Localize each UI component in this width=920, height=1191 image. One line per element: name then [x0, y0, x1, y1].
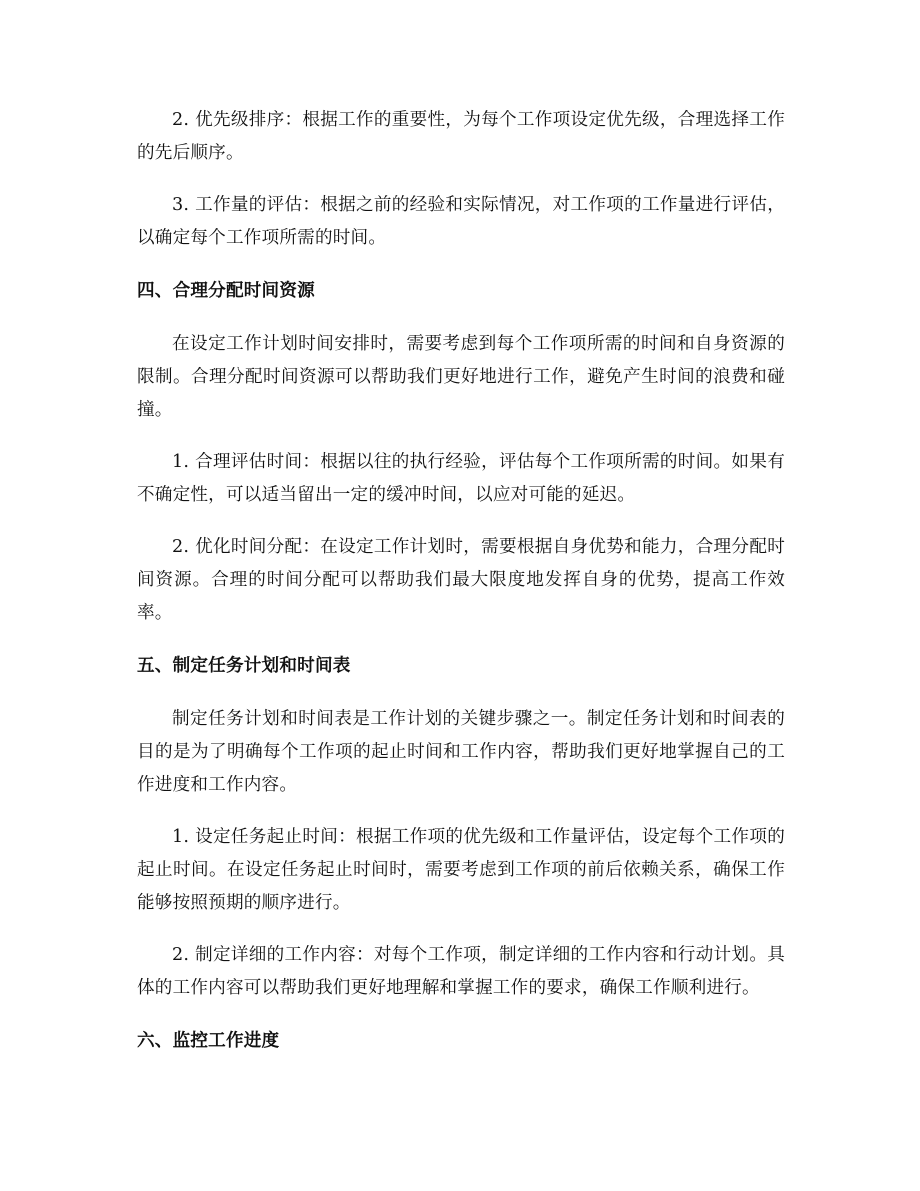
paragraph-time-resources-intro: 在设定工作计划时间安排时，需要考虑到每个工作项所需的时间和自身资源的限制。合理分配时间资源可以帮助我们更好地进行工作，避免产生时间的浪费和碰撞。: [137, 334, 785, 420]
section-heading-6: 六、监控工作进度: [137, 1031, 280, 1051]
paragraph-workload-assessment: 3. 工作量的评估：根据之前的经验和实际情况，对工作项的工作量进行评估，以确定每个工作项所需的时间。: [137, 195, 785, 248]
section-heading-5: 五、制定任务计划和时间表: [137, 656, 351, 676]
paragraph-task-plan-intro: 制定任务计划和时间表是工作计划的关键步骤之一。制定任务计划和时间表的目的是为了明确每个工作项的起止时间和工作内容，帮助我们更好地掌握自己的工作进度和工作内容。: [137, 709, 785, 795]
paragraph-optimize-allocation: 2. 优化时间分配：在设定工作计划时，需要根据自身优势和能力，合理分配时间资源。合理的时间分配可以帮助我们最大限度地发挥自身的优势，提高工作效率。: [137, 537, 785, 623]
section-heading-4: 四、合理分配时间资源: [137, 281, 315, 301]
paragraph-priority-sorting: 2. 优先级排序：根据工作的重要性，为每个工作项设定优先级，合理选择工作的先后顺序。: [137, 110, 785, 163]
paragraph-task-start-end: 1. 设定任务起止时间：根据工作项的优先级和工作量评估，设定每个工作项的起止时间。在设定任务起止时间时，需要考虑到工作项的前后依赖关系，确保工作能够按照预期的顺序进行。: [137, 827, 785, 913]
document-body: [137, 104, 785, 1058]
paragraph-detailed-content: 2. 制定详细的工作内容：对每个工作项，制定详细的工作内容和行动计划。具体的工作内容可以帮助我们更好地理解和掌握工作的要求，确保工作顺利进行。: [137, 945, 785, 998]
paragraph-evaluate-time: 1. 合理评估时间：根据以往的执行经验，评估每个工作项所需的时间。如果有不确定性，可以适当留出一定的缓冲时间，以应对可能的延迟。: [137, 452, 785, 505]
